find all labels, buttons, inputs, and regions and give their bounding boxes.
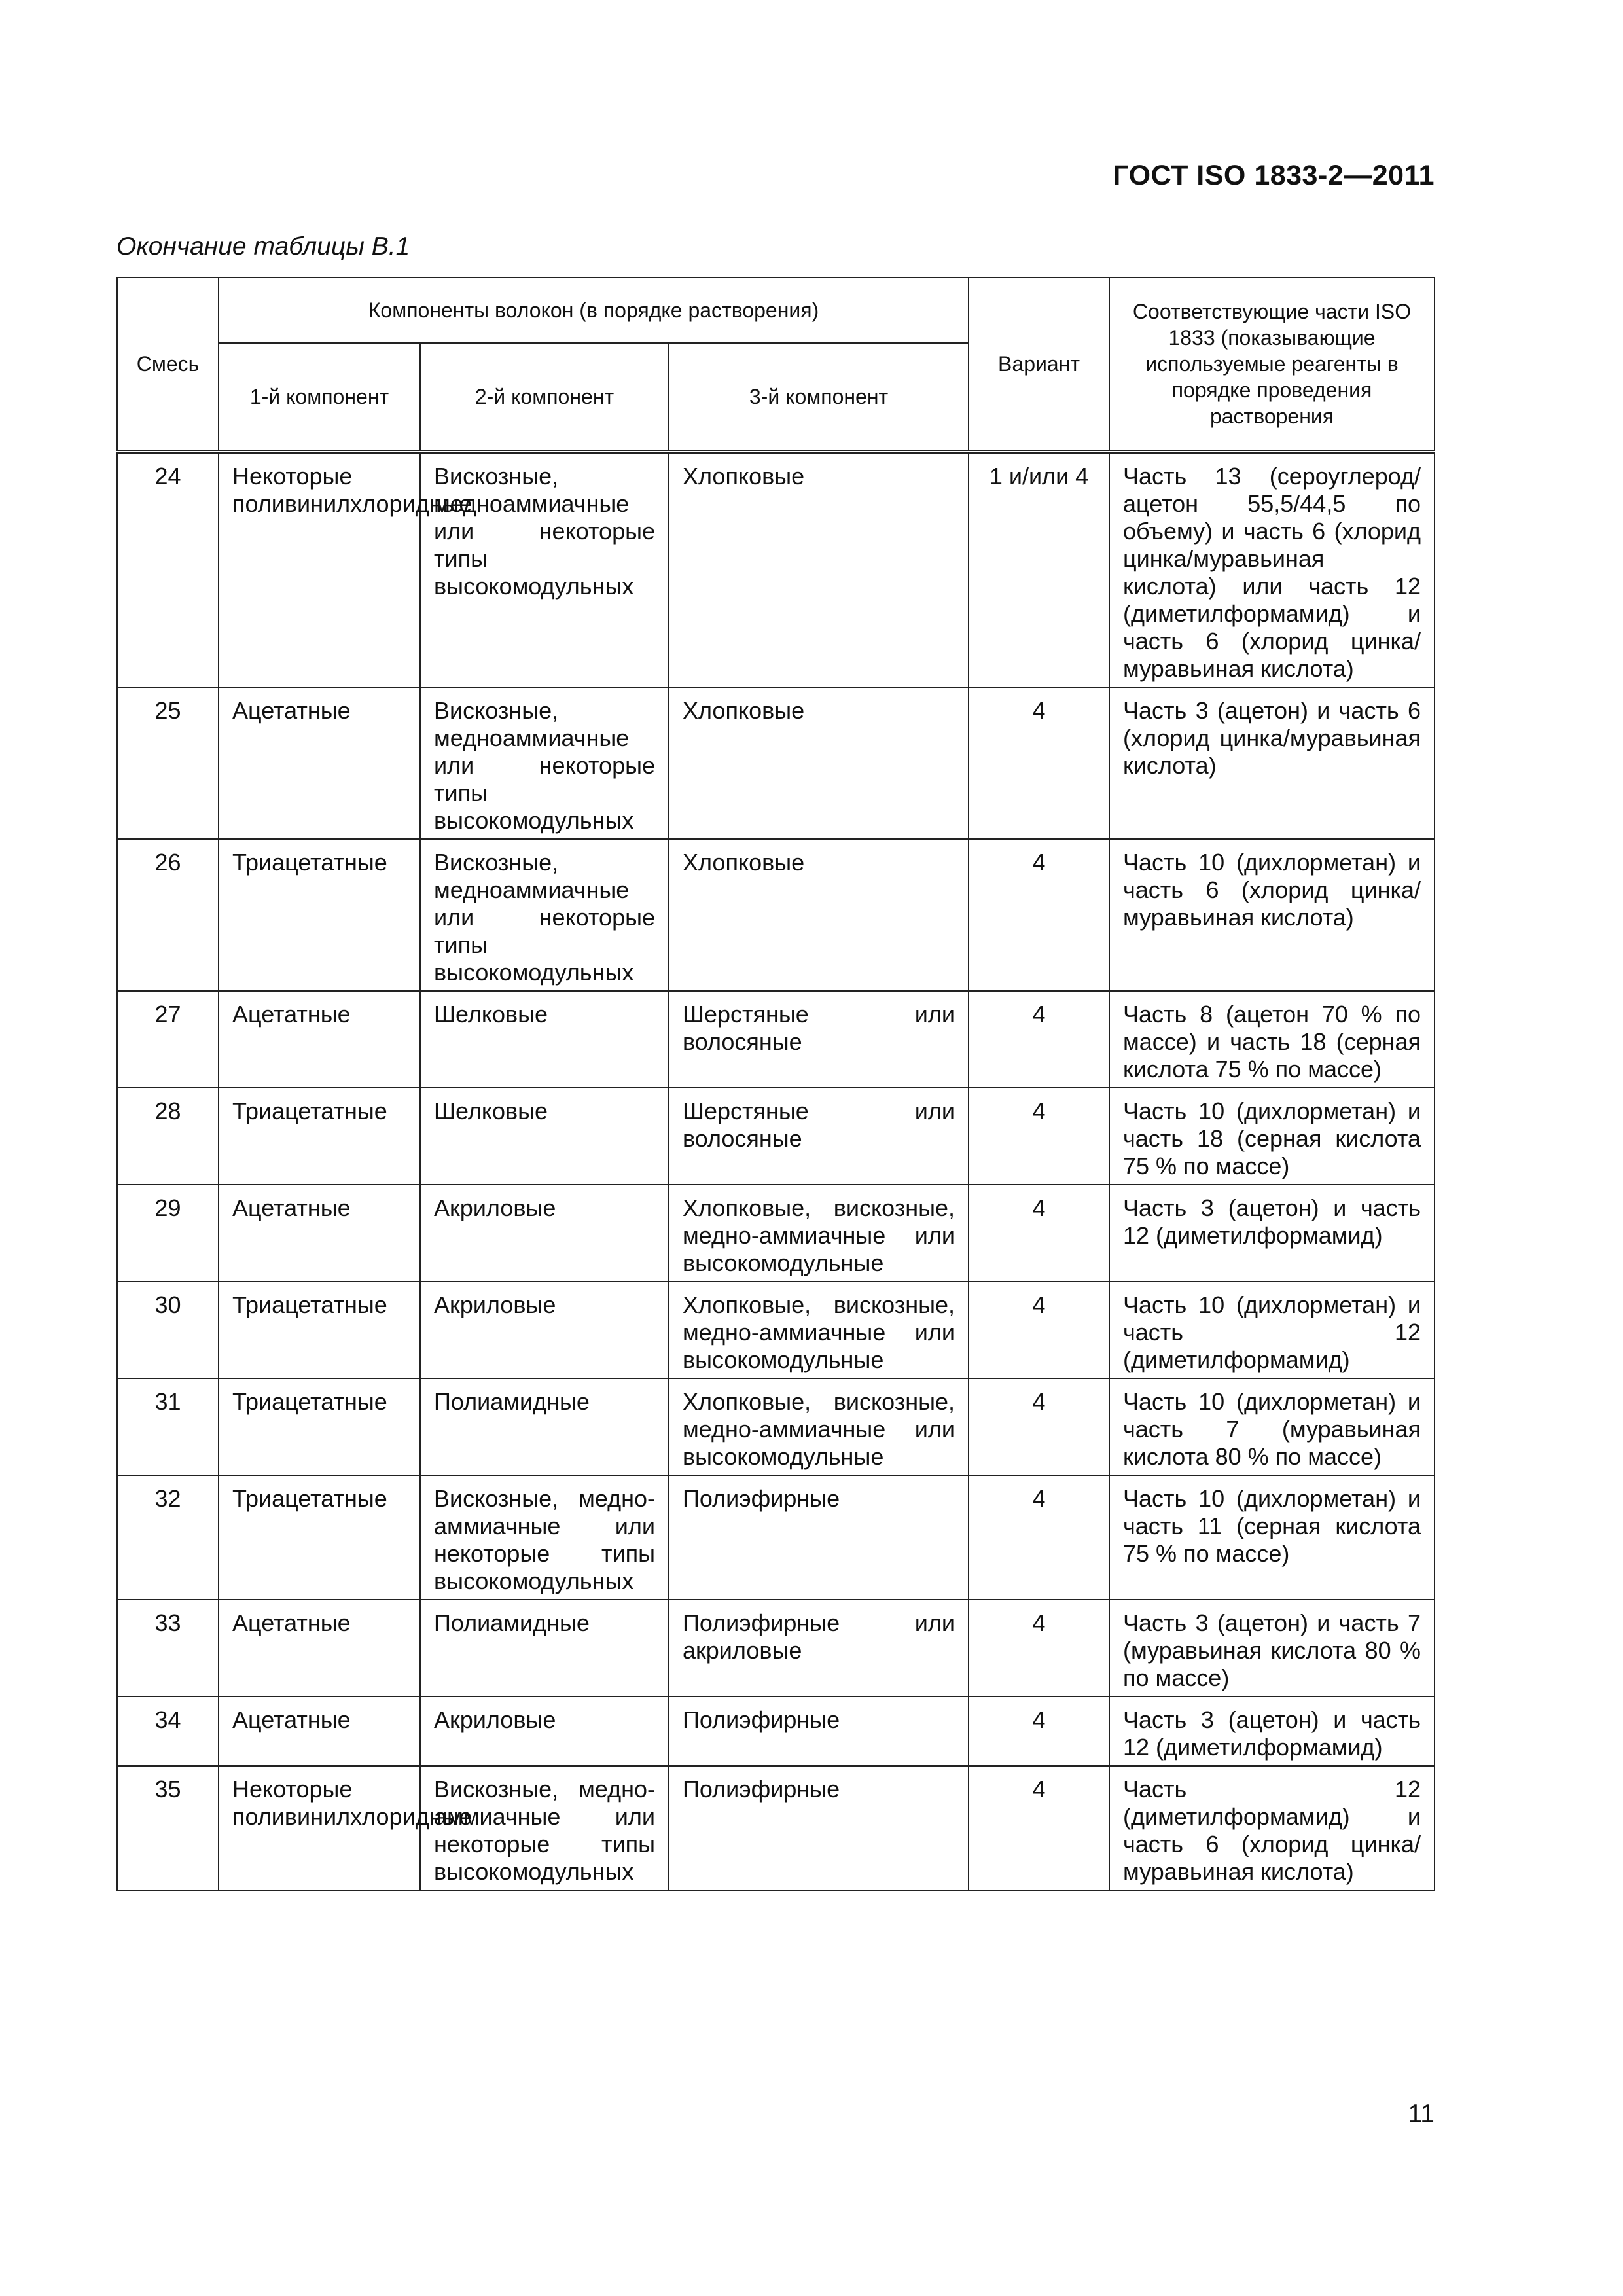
cell-component-1: Ацетатные: [219, 687, 420, 839]
cell-component-2: Вискозные, медно-аммиачные или некоторые типы высокомодульных: [420, 1766, 669, 1890]
cell-mixture-number: 33: [117, 1600, 219, 1696]
cell-component-2: Акриловые: [420, 1282, 669, 1378]
table-row: [117, 1282, 1435, 1378]
header-component-2: 2-й компонент: [420, 343, 669, 452]
cell-component-1: Ацетатные: [219, 1696, 420, 1766]
table-row: [117, 687, 1435, 839]
cell-variant: 4: [969, 1378, 1109, 1475]
cell-component-1: Ацетатные: [219, 991, 420, 1088]
cell-component-3: Хлопковые, вискозные, медно-аммиачные или высокомодульные: [669, 1282, 969, 1378]
cell-iso-parts: Часть 13 (сероуглерод/ацетон 55,5/44,5 по объему) и часть 6 (хлорид цинка/муравьиная кислота) или часть 12 (диметилформамид) и часть 6 (хлорид цинка/муравьиная кислота): [1109, 452, 1435, 687]
table-row: [117, 1766, 1435, 1890]
cell-mixture-number: 31: [117, 1378, 219, 1475]
table-row: [117, 839, 1435, 991]
cell-component-1: Триацетатные: [219, 839, 420, 991]
cell-variant: 4: [969, 1475, 1109, 1600]
table-body: [117, 452, 1435, 1890]
cell-component-3: Полиэфирные: [669, 1696, 969, 1766]
cell-component-3: Хлопковые, вискозные, медно-аммиачные или высокомодульные: [669, 1185, 969, 1282]
cell-component-2: Вискозные, медноаммиачные или некоторые типы высокомодульных: [420, 687, 669, 839]
cell-variant: 4: [969, 1696, 1109, 1766]
cell-variant: 4: [969, 687, 1109, 839]
cell-variant: 4: [969, 839, 1109, 991]
cell-mixture-number: 34: [117, 1696, 219, 1766]
cell-component-2: Вискозные, медно-аммиачные или некоторые типы высокомодульных: [420, 1475, 669, 1600]
cell-component-2: Вискозные, медноаммиачные или некоторые типы высокомодульных: [420, 452, 669, 687]
cell-component-2: Акриловые: [420, 1185, 669, 1282]
header-component-3: 3-й компонент: [669, 343, 969, 452]
table-row: [117, 1696, 1435, 1766]
cell-component-3: Шерстяные или волосяные: [669, 991, 969, 1088]
cell-component-3: Полиэфирные: [669, 1475, 969, 1600]
cell-component-2: Акриловые: [420, 1696, 669, 1766]
cell-component-3: Полиэфирные или акриловые: [669, 1600, 969, 1696]
table-row: [117, 1185, 1435, 1282]
table-caption: Окончание таблицы В.1: [116, 232, 410, 260]
cell-component-1: Триацетатные: [219, 1378, 420, 1475]
cell-component-1: Некоторые поливинилхлоридные: [219, 1766, 420, 1890]
cell-variant: 4: [969, 1600, 1109, 1696]
table-row: [117, 1088, 1435, 1185]
cell-component-3: Шерстяные или волосяные: [669, 1088, 969, 1185]
cell-component-3: Хлопковые: [669, 839, 969, 991]
cell-iso-parts: Часть 10 (дихлорметан) и часть 7 (муравьиная кислота 80 % по массе): [1109, 1378, 1435, 1475]
cell-component-1: Триацетатные: [219, 1282, 420, 1378]
document-code: ГОСТ ISO 1833-2—2011: [1113, 160, 1435, 191]
cell-variant: 4: [969, 1766, 1109, 1890]
cell-variant: 4: [969, 1185, 1109, 1282]
cell-component-3: Полиэфирные: [669, 1766, 969, 1890]
cell-iso-parts: Часть 10 (дихлорметан) и часть 11 (серная кислота 75 % по массе): [1109, 1475, 1435, 1600]
cell-variant: 4: [969, 1282, 1109, 1378]
cell-mixture-number: 25: [117, 687, 219, 839]
cell-component-2: Шелковые: [420, 1088, 669, 1185]
cell-iso-parts: Часть 3 (ацетон) и часть 7 (муравьиная кислота 80 % по массе): [1109, 1600, 1435, 1696]
cell-mixture-number: 27: [117, 991, 219, 1088]
page-number: 11: [1408, 2100, 1435, 2128]
table-row: [117, 1378, 1435, 1475]
cell-mixture-number: 30: [117, 1282, 219, 1378]
cell-component-1: Триацетатные: [219, 1088, 420, 1185]
cell-component-3: Хлопковые, вискозные, медно-аммиачные или высокомодульные: [669, 1378, 969, 1475]
header-components-group: Компоненты волокон (в порядке растворения): [219, 278, 969, 343]
cell-mixture-number: 24: [117, 452, 219, 687]
header-mixture: Смесь: [117, 278, 219, 452]
cell-iso-parts: Часть 10 (дихлорметан) и часть 12 (диметилформамид): [1109, 1282, 1435, 1378]
cell-mixture-number: 28: [117, 1088, 219, 1185]
cell-mixture-number: 29: [117, 1185, 219, 1282]
cell-variant: 1 и/или 4: [969, 452, 1109, 687]
cell-iso-parts: Часть 10 (дихлорметан) и часть 18 (серная кислота 75 % по массе): [1109, 1088, 1435, 1185]
cell-component-1: Ацетатные: [219, 1600, 420, 1696]
header-iso-parts: Соответствующие части ISO 1833 (показывающие используемые реагенты в порядке проведения растворения: [1109, 278, 1435, 452]
table-row: [117, 452, 1435, 687]
cell-iso-parts: Часть 8 (ацетон 70 % по массе) и часть 18 (серная кислота 75 % по массе): [1109, 991, 1435, 1088]
fiber-mixtures-table: [116, 277, 1435, 1891]
cell-component-1: Ацетатные: [219, 1185, 420, 1282]
cell-mixture-number: 35: [117, 1766, 219, 1890]
cell-iso-parts: Часть 12 (диметилформамид) и часть 6 (хлорид цинка/муравьиная кислота): [1109, 1766, 1435, 1890]
table-row: [117, 1475, 1435, 1600]
cell-mixture-number: 26: [117, 839, 219, 991]
header-component-1: 1-й компонент: [219, 343, 420, 452]
cell-iso-parts: Часть 3 (ацетон) и часть 12 (диметилформамид): [1109, 1696, 1435, 1766]
cell-component-3: Хлопковые: [669, 687, 969, 839]
table-container: [116, 277, 1434, 1891]
cell-variant: 4: [969, 991, 1109, 1088]
cell-variant: 4: [969, 1088, 1109, 1185]
cell-component-1: Триацетатные: [219, 1475, 420, 1600]
table-row: [117, 991, 1435, 1088]
cell-component-2: Вискозные, медноаммиачные или некоторые типы высокомодульных: [420, 839, 669, 991]
cell-component-2: Полиамидные: [420, 1378, 669, 1475]
cell-component-2: Шелковые: [420, 991, 669, 1088]
cell-iso-parts: Часть 10 (дихлорметан) и часть 6 (хлорид цинка/ муравьиная кислота): [1109, 839, 1435, 991]
table-row: [117, 1600, 1435, 1696]
cell-iso-parts: Часть 3 (ацетон) и часть 6 (хлорид цинка/муравьиная кислота): [1109, 687, 1435, 839]
cell-component-2: Полиамидные: [420, 1600, 669, 1696]
cell-component-3: Хлопковые: [669, 452, 969, 687]
cell-mixture-number: 32: [117, 1475, 219, 1600]
header-variant: Вариант: [969, 278, 1109, 452]
cell-iso-parts: Часть 3 (ацетон) и часть 12 (диметилформамид): [1109, 1185, 1435, 1282]
cell-component-1: Некоторые поливинилхлоридные: [219, 452, 420, 687]
